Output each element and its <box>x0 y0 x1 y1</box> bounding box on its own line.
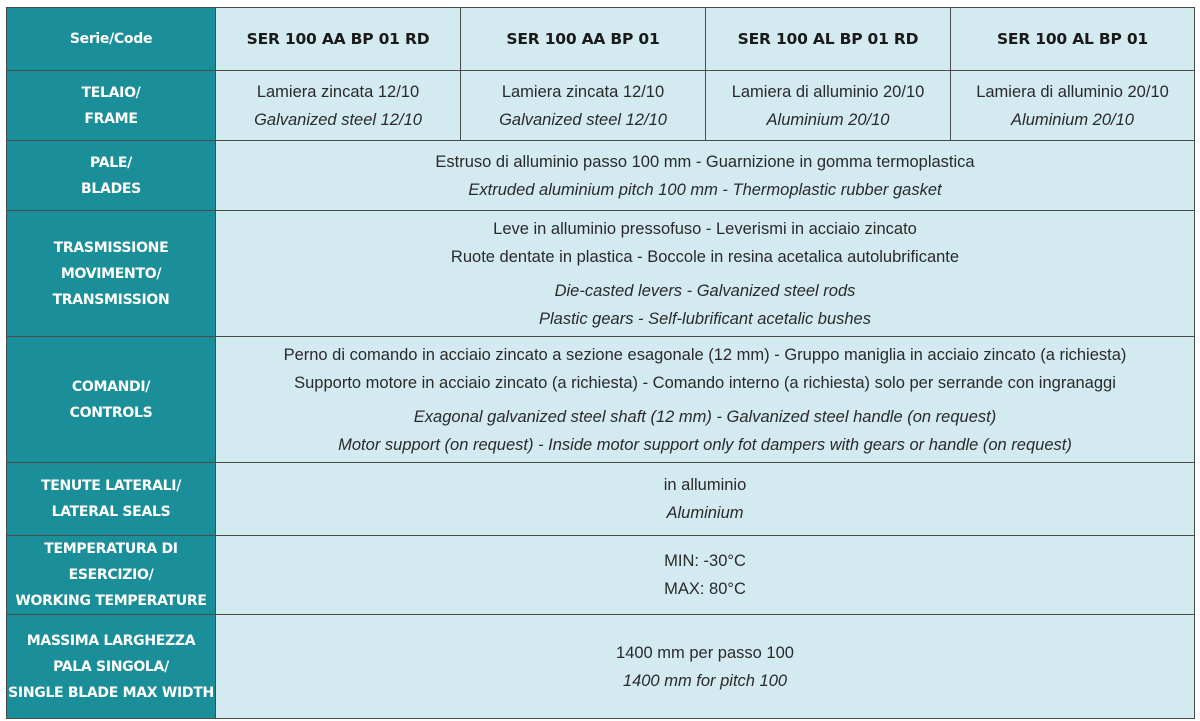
row-label-line: CONTROLS <box>69 404 153 421</box>
row-label-line: COMANDI/ <box>71 378 151 395</box>
frame-cell <box>706 71 951 141</box>
frame-cell <box>216 71 461 141</box>
controls-english-line: Motor support (on request) - Inside motor support only fot dampers with gears or handle (on request) <box>338 435 1072 454</box>
row-label-line: TELAIO/ <box>81 84 141 101</box>
row-label-line: TRANSMISSION <box>52 291 170 308</box>
temperature-row <box>7 536 1195 615</box>
transmission-row-header <box>7 211 216 337</box>
temperature-row-header <box>7 536 216 615</box>
controls-italian-line: Perno di comando in acciaio zincato a sezione esagonale (12 mm) - Gruppo maniglia in acciaio zincato (a richiesta) <box>283 345 1127 364</box>
code-ser100-aa-bp01-rd: SER 100 AA BP 01 RD <box>216 8 461 71</box>
controls-row <box>7 337 1195 463</box>
blades-cell <box>216 141 1195 211</box>
frame-english-text: Aluminium 20/10 <box>1011 110 1134 129</box>
row-label-line: TENUTE LATERALI/ <box>40 478 182 494</box>
row-label-line: TRASMISSIONE MOVIMENTO/ <box>53 239 169 282</box>
row-label-line: PALA SINGOLA/ <box>53 658 169 675</box>
seals-row <box>7 463 1195 536</box>
temperature-cell <box>216 536 1195 615</box>
frame-italian-text: Lamiera zincata 12/10 <box>501 82 665 101</box>
serie-code-header: Serie/Code <box>7 8 216 71</box>
width-row-header <box>7 615 216 719</box>
seals-italian-text: in alluminio <box>663 476 747 494</box>
frame-cell <box>461 71 706 141</box>
frame-italian-text: Lamiera di alluminio 20/10 <box>731 82 925 101</box>
controls-cell <box>216 337 1195 463</box>
row-label-line: TEMPERATURA DI ESERCIZIO/ <box>44 541 178 583</box>
frame-italian-text: Lamiera di alluminio 20/10 <box>976 82 1169 101</box>
row-label-line: BLADES <box>81 180 141 197</box>
row-label-line: SINGLE BLADE MAX WIDTH <box>8 684 214 701</box>
row-label-line: LATERAL SEALS <box>51 504 171 520</box>
blades-english-text: Extruded aluminium pitch 100 mm - Thermoplastic rubber gasket <box>468 180 942 199</box>
frame-row <box>7 71 1195 141</box>
seals-cell <box>216 463 1195 536</box>
transmission-english-line: Die-casted levers - Galvanized steel rods <box>554 281 856 300</box>
frame-english-text: Aluminium 20/10 <box>766 110 890 129</box>
blades-row-header <box>7 141 216 211</box>
transmission-italian-line: Leve in alluminio pressofuso - Leverismi in acciaio zincato <box>493 219 917 238</box>
frame-cell <box>951 71 1195 141</box>
blades-row <box>7 141 1195 211</box>
transmission-row <box>7 211 1195 337</box>
blades-italian-text: Estruso di alluminio passo 100 mm - Guarnizione in gomma termoplastica <box>435 152 975 171</box>
code-ser100-al-bp01: SER 100 AL BP 01 <box>951 8 1195 71</box>
width-row <box>7 615 1195 719</box>
width-cell <box>216 615 1195 719</box>
frame-italian-text: Lamiera zincata 12/10 <box>256 82 420 101</box>
temperature-max: MAX: 80°C <box>664 580 746 598</box>
frame-row-header <box>7 71 216 141</box>
row-label-line: WORKING TEMPERATURE <box>15 593 207 609</box>
row-label-line: PALE/ <box>90 154 132 171</box>
frame-english-text: Galvanized steel 12/10 <box>499 110 667 129</box>
controls-row-header <box>7 337 216 463</box>
transmission-italian-line: Ruote dentate in plastica - Boccole in resina acetalica autolubrificante <box>450 247 960 266</box>
width-italian-text: 1400 mm per passo 100 <box>616 643 794 662</box>
header-row <box>7 8 1195 71</box>
code-ser100-al-bp01-rd: SER 100 AL BP 01 RD <box>706 8 951 71</box>
frame-english-text: Galvanized steel 12/10 <box>254 110 422 129</box>
width-english-text: 1400 mm for pitch 100 <box>622 671 788 690</box>
temperature-min: MIN: -30°C <box>664 552 746 570</box>
seals-row-header <box>7 463 216 536</box>
controls-italian-line: Supporto motore in acciaio zincato (a richiesta) - Comando interno (a richiesta) solo per serrande con ingranaggi <box>294 373 1116 392</box>
code-ser100-aa-bp01: SER 100 AA BP 01 <box>461 8 706 71</box>
controls-english-line: Exagonal galvanized steel shaft (12 mm) - Galvanized steel handle (on request) <box>413 407 997 426</box>
row-label-line: MASSIMA LARGHEZZA <box>26 632 196 649</box>
spec-table <box>6 7 1195 719</box>
transmission-cell <box>216 211 1195 337</box>
transmission-english-line: Plastic gears - Self-lubrificant acetalic bushes <box>539 309 871 328</box>
seals-english-text: Aluminium <box>666 504 744 522</box>
row-label-line: FRAME <box>84 110 138 127</box>
